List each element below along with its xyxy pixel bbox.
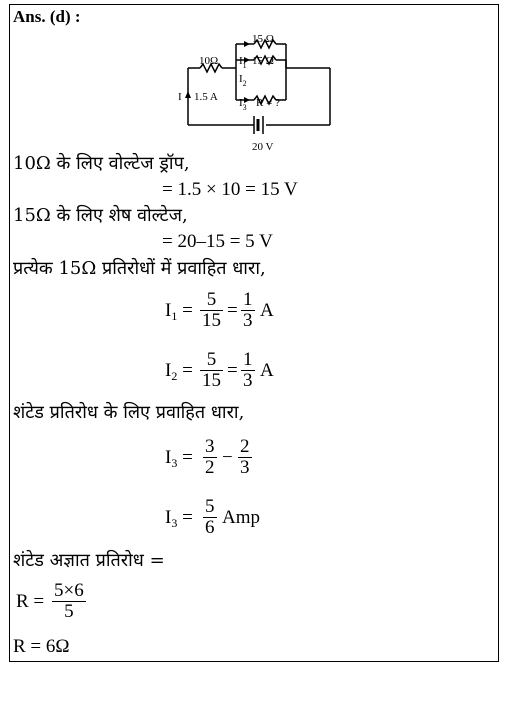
i3-label: $I_3$ [239, 97, 247, 112]
text-line-4: = 20–15 = 5 V [162, 231, 273, 252]
text-line-8: R = 6Ω [13, 636, 70, 657]
text-line-5: प्रत्येक 15Ω प्रतिरोधों में प्रवाहित धारा, [13, 258, 266, 279]
text-line-7: शंटेड अज्ञात प्रतिरोध = [13, 550, 165, 571]
current-label: I [178, 91, 182, 103]
answer-label: Ans. (d) : [13, 7, 81, 26]
resistor-series-label: 10Ω [199, 55, 219, 67]
text-line-1: 10Ω के लिए वोल्टेज ड्रॉप, [13, 153, 190, 174]
i2-label: $I_2$ [239, 73, 247, 88]
current-value: 1.5 A [194, 91, 218, 103]
i1-label: $I_1$ [239, 55, 247, 70]
resistor-mid-label: 15 Ω [252, 55, 274, 67]
resistor-unknown-label: R = ? [256, 97, 280, 109]
battery-label: 20 V [252, 141, 274, 153]
text-line-2: = 1.5 × 10 = 15 V [162, 179, 298, 200]
text-line-3: 15Ω के लिए शेष वोल्टेज, [13, 205, 188, 226]
text-line-6: शंटेड प्रतिरोध के लिए प्रवाहित धारा, [13, 402, 245, 423]
resistor-top-label: 15 Ω [252, 33, 274, 45]
